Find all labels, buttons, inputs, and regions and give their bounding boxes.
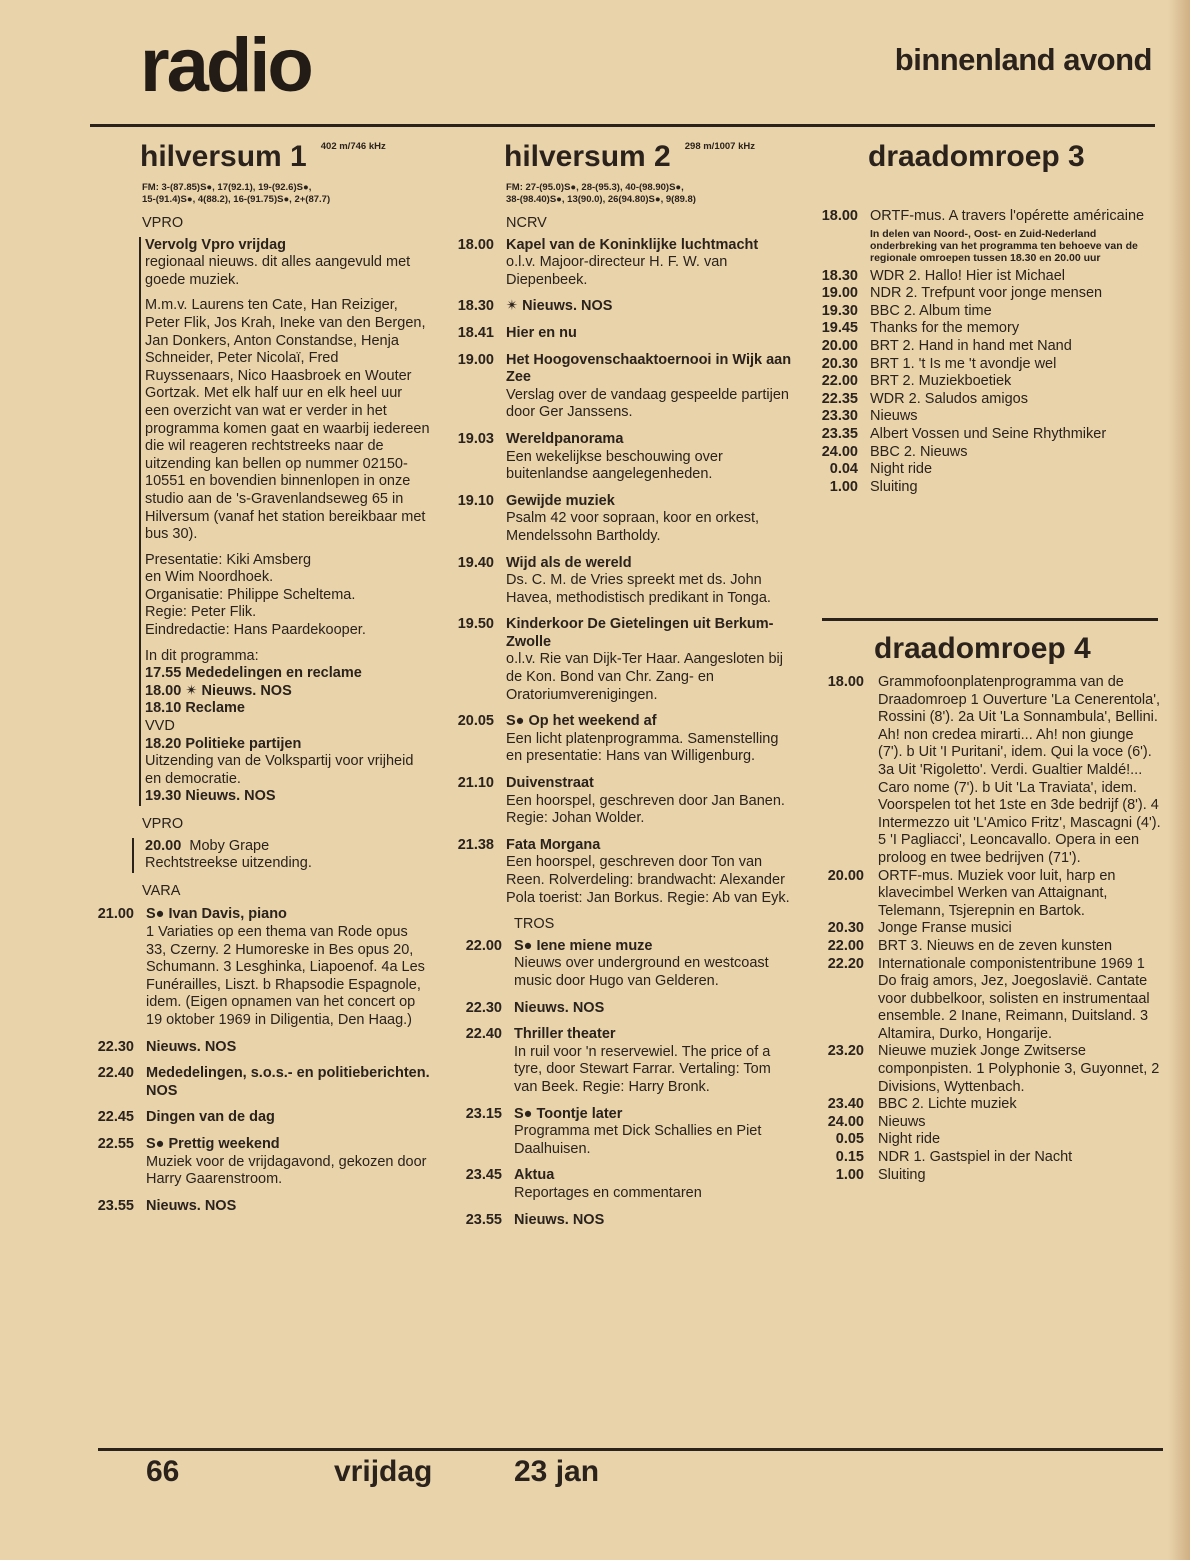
entry-time: 1.00: [835, 1166, 864, 1183]
entry-body: [878, 920, 1162, 938]
schedule-entry: [822, 938, 1162, 956]
regional-note: In delen van Noord-, Oost- en Zuid-Nederland onderbreking van het programma ten behoeve van de regionale omroepen tussen 18.30 en 20.00 uur: [870, 227, 1138, 264]
entry-text: Nieuws: [870, 408, 918, 425]
entry-body: [878, 868, 1162, 921]
page-number: 66: [146, 1455, 180, 1488]
broadcaster-label: VARA: [142, 882, 181, 899]
entry-time: 22.55: [97, 1135, 134, 1152]
schedule-entry: [454, 555, 794, 608]
schedule-entry: [96, 1136, 430, 1189]
schedule-entry: [816, 479, 1160, 497]
schedule-entry: [454, 837, 794, 907]
schedule-entry: [454, 713, 794, 766]
contents-item: 18.20 Politieke partijen: [145, 735, 302, 752]
masthead: radio: [140, 23, 311, 108]
footer-date: 23 jan: [514, 1455, 600, 1488]
station-heading: [504, 140, 794, 174]
schedule-entry: [822, 1043, 1162, 1096]
entry-time: 22.40: [465, 1026, 502, 1043]
entry-time: 22.30: [97, 1038, 134, 1055]
entry-body: [878, 1114, 1162, 1132]
credit-line: Organisatie: Philippe Scheltema.: [145, 586, 356, 603]
column-draadomroep-4: [822, 632, 1162, 1184]
schedule-entry: [96, 1065, 430, 1100]
entry-body: [506, 325, 794, 343]
top-rule: [90, 124, 1155, 127]
station-heading: [874, 632, 1162, 666]
entry-description: 1 Variaties op een thema van Rode opus 33, Czerny. 2 Humoreske in Bes opus 20, Schumann. 3 Lesghinka, Liapoenof. 4a Les Funérailles, Liszt. b Rhapsodie Espagnole, idem. (Eigen opnamen van het concert op 19 oktober 1969 in Diligentia, Den Haag.): [146, 923, 425, 1028]
station-heading: [140, 140, 430, 174]
broadcaster-label: VPRO: [142, 215, 184, 231]
entry-time: 21.00: [97, 906, 134, 923]
column-hilversum-1: [96, 140, 430, 1224]
entry-time: 19.50: [457, 616, 494, 633]
credits: [145, 552, 430, 640]
entry-title: S● Toontje later: [514, 1105, 623, 1122]
schedule-entry: [454, 325, 794, 343]
station-heading: [868, 140, 1160, 174]
entry-text: BBC 2. Nieuws: [870, 443, 968, 460]
schedule-entry: [816, 426, 1160, 444]
entry-text: Internationale componistentribune 1969 1 Do fraig amors, Jez, Joegoslavië. Cantate voor dubbelkoor, solisten en instrumentaal ensemble. 2 Inane, Reimann, Duitsland. 3 Altamira, Durko, Hongarije.: [878, 955, 1150, 1042]
entry-body: [506, 493, 794, 546]
entry-text: BRT 2. Muziekboetiek: [870, 373, 1012, 390]
credit-line: Eindredactie: Hans Paardekooper.: [145, 622, 366, 639]
schedule-entry: [816, 391, 1160, 409]
entry-title: Kapel van de Koninklijke luchtmacht: [506, 236, 759, 253]
schedule-entry: [822, 1149, 1162, 1167]
entry-description: o.l.v. Rie van Dijk-Ter Haar. Aangesloten bij de Kon. Bond van Chr. Zang- en Oratoriumverenigingen.: [506, 651, 783, 703]
entry-text: Sluiting: [870, 478, 918, 495]
entry-body: [870, 356, 1160, 374]
entry-title: Wijd als de wereld: [506, 554, 632, 571]
schedule-entry: [816, 208, 1160, 264]
entry-body: [146, 906, 430, 1029]
schedule-list: [454, 237, 794, 908]
fm-line: FM: 27-(95.0)S●, 28-(95.3), 40-(98.90)S●,: [506, 182, 684, 193]
entry-time: 18.41: [457, 324, 494, 341]
schedule-list: [96, 906, 430, 1215]
contents-label: In dit programma:: [145, 647, 259, 664]
entry-body: [878, 1149, 1162, 1167]
entry-time: 18.30: [821, 267, 858, 284]
program-intro: regionaal nieuws. dit alles aangevuld met goede muziek.: [145, 254, 411, 288]
schedule-entry: [96, 1109, 430, 1127]
entry-time: 24.00: [821, 443, 858, 460]
credit-line: en Wim Noordhoek.: [145, 569, 274, 586]
entry-title: Aktua: [514, 1167, 555, 1184]
schedule-entry: [816, 285, 1160, 303]
entry-body: [878, 938, 1162, 956]
entry-text: Night ride: [870, 461, 933, 478]
entry-description: Een hoorspel, geschreven door Jan Banen. Regie: Johan Wolder.: [506, 792, 785, 827]
entry-body: [514, 1026, 794, 1096]
vpro-block: [139, 237, 430, 806]
schedule-entry: [96, 906, 430, 1029]
news-star-icon: ✴: [185, 682, 198, 699]
entry-time: 1.00: [829, 478, 858, 495]
schedule-entry: [454, 431, 794, 484]
entry-time: 19.00: [457, 351, 494, 368]
page-edge-shadow: [1168, 0, 1190, 1560]
entry-title: Nieuws. NOS: [514, 999, 605, 1016]
entry-title: Wereldpanorama: [506, 430, 624, 447]
entry-time: 24.00: [827, 1113, 864, 1130]
schedule-entry: [454, 1167, 794, 1202]
entry-title: ✴ Nieuws. NOS: [506, 298, 613, 315]
station-frequency: 298 m/1007 kHz: [684, 141, 755, 152]
fm-line: FM: 3-(87.85)S●, 17(92.1), 19-(92.6)S●,: [142, 182, 312, 193]
schedule-entry: [822, 868, 1162, 921]
entry-body: [146, 1109, 430, 1127]
contents-item: 18.00 ✴ Nieuws. NOS: [145, 682, 292, 699]
entry-text: ORTF-mus. A travers l'opérette américaine: [870, 208, 1145, 224]
schedule-entry: [454, 1106, 794, 1159]
entry-body: [878, 1043, 1162, 1096]
entry-body: [514, 1106, 794, 1159]
entry-body: [514, 938, 794, 991]
schedule-entry: [96, 1198, 430, 1216]
draadomroep-4-rule: [822, 618, 1158, 621]
entry-body: [870, 373, 1160, 391]
schedule-entry: [454, 298, 794, 316]
entry-time: 22.45: [97, 1109, 134, 1126]
entry-text: BBC 2. Lichte muziek: [878, 1096, 1017, 1113]
schedule-entry: [822, 956, 1162, 1044]
entry-text: NDR 1. Gastspiel in der Nacht: [878, 1149, 1073, 1166]
entry-body: [870, 320, 1160, 338]
entry-time: 19.45: [821, 320, 858, 337]
entry-time: 19.03: [457, 430, 494, 447]
credit-line: Presentatie: Kiki Amsberg: [145, 551, 312, 568]
entry-time: 23.55: [465, 1211, 502, 1228]
entry-text: WDR 2. Hallo! Hier ist Michael: [870, 267, 1065, 284]
moby-block: 20.00 Moby Grape Rechtstreekse uitzending.: [132, 838, 430, 873]
entry-body: [506, 837, 794, 907]
station-name: hilversum 1: [140, 140, 307, 173]
entry-description: Ds. C. M. de Vries spreekt met ds. John Havea, methodistisch predikant in Tonga.: [506, 572, 771, 606]
entry-body: [506, 237, 794, 290]
entry-time: 23.45: [465, 1167, 502, 1184]
entry-text: BRT 3. Nieuws en de zeven kunsten: [878, 937, 1113, 954]
column-hilversum-2: [454, 140, 794, 1238]
entry-time: 22.00: [465, 937, 502, 954]
bottom-rule: [98, 1448, 1163, 1451]
entry-description: Een hoorspel, geschreven door Ton van Reen. Rolverdeling: brandwacht: Alexander Pola toerist: Jan Borkus. Regie: Ab van Eyk.: [506, 854, 790, 906]
entry-text: BBC 2. Album time: [870, 302, 992, 319]
entry-title: Fata Morgana: [506, 836, 601, 853]
entry-time: 0.05: [835, 1131, 864, 1148]
entry-text: WDR 2. Saludos amigos: [870, 390, 1028, 407]
entry-text: Nieuws: [878, 1113, 926, 1130]
entry-body: [506, 352, 794, 422]
entry-time: 20.00: [827, 867, 864, 884]
entry-body: [506, 713, 794, 766]
entry-body: [506, 298, 794, 316]
entry-time: 20.05: [457, 713, 494, 730]
schedule-list: [454, 938, 794, 1229]
schedule-entry: [816, 268, 1160, 286]
entry-description: o.l.v. Majoor-directeur H. F. W. van Diepenbeek.: [506, 254, 728, 288]
entry-body: [870, 444, 1160, 462]
schedule-entry: [454, 1026, 794, 1096]
schedule-entry: [816, 373, 1160, 391]
station-name: hilversum 2: [504, 140, 671, 173]
schedule-entry: [822, 674, 1162, 868]
entry-body: [878, 956, 1162, 1044]
entry-body: [506, 775, 794, 828]
entry-time: 18.00: [827, 674, 864, 690]
entry-body: [870, 338, 1160, 356]
entry-body: [514, 1000, 794, 1018]
entry-body: [514, 1212, 794, 1230]
entry-text: ORTF-mus. Muziek voor luit, harp en klavecimbel Werken van Attaignant, Telemann, Tsjerepnin en Bartok.: [878, 867, 1116, 919]
credit-line: Regie: Peter Flik.: [145, 604, 257, 621]
entry-time: 22.35: [821, 390, 858, 407]
entry-title: Duivenstraat: [506, 775, 594, 792]
entry-title: Het Hoogovenschaaktoernooi in Wijk aan Zee: [506, 351, 792, 386]
program-title: Vervolg Vpro vrijdag: [145, 236, 287, 253]
entry-title: S● Prettig weekend: [146, 1135, 280, 1152]
entry-description: Een licht platenprogramma. Samenstelling en presentatie: Hans van Willigenburg.: [506, 730, 779, 765]
schedule-list: [816, 268, 1160, 497]
schedule-entry: [816, 444, 1160, 462]
schedule-entry: [816, 408, 1160, 426]
contents-item: 19.30 Nieuws. NOS: [145, 788, 276, 805]
column-draadomroep-3: [816, 140, 1160, 496]
contents-item: Uitzending van de Volkspartij voor vrijheid en democratie.: [145, 753, 414, 787]
entry-title: Hier en nu: [506, 324, 577, 341]
entry-body: [146, 1039, 430, 1057]
schedule-entry: [454, 237, 794, 290]
fm-frequencies: [506, 182, 794, 205]
entry-body: [514, 1167, 794, 1202]
schedule-entry: [822, 920, 1162, 938]
broadcaster-label: VPRO: [142, 816, 184, 832]
entry-title: Kinderkoor De Gietelingen uit Berkum-Zwolle: [506, 616, 774, 650]
entry-time: 21.10: [457, 775, 494, 792]
entry-body: [870, 285, 1160, 303]
entry-time: 20.30: [827, 920, 864, 937]
entry-text: Thanks for the memory: [870, 320, 1020, 337]
entry-body: [506, 616, 794, 704]
entry-time: 0.15: [835, 1149, 864, 1166]
entry-time: 20.00: [821, 337, 858, 354]
entry-title: Dingen van de dag: [146, 1109, 275, 1126]
entry-time: 20.30: [821, 355, 858, 372]
entry-time: 23.30: [821, 408, 858, 425]
entry-body: [878, 1167, 1162, 1185]
entry-description: Muziek voor de vrijdagavond, gekozen door Harry Gaarenstroom.: [146, 1153, 427, 1188]
entry-description: Verslag over de vandaag gespeelde partijen door Ger Janssens.: [506, 386, 789, 421]
entry-time: 22.30: [465, 999, 502, 1016]
entry-time: 23.40: [827, 1096, 864, 1113]
entry-text: Albert Vossen und Seine Rhythmiker: [870, 425, 1107, 442]
entry-body: [146, 1136, 430, 1189]
entry-time: 18.00: [457, 236, 494, 253]
entry-description: Nieuws over underground en westcoast music door Hugo van Gelderen.: [514, 955, 769, 989]
entry-body: [506, 431, 794, 484]
entry-time: 18.30: [457, 298, 494, 315]
station-name: draadomroep 3: [868, 140, 1085, 173]
entry-time: 18.00: [821, 208, 858, 224]
schedule-entry: [822, 1131, 1162, 1149]
schedule-entry: [454, 493, 794, 546]
entry-description: Programma met Dick Schallies en Piet Daalhuisen.: [514, 1123, 762, 1157]
entry-text: Nieuwe muziek Jonge Zwitserse componpisten. 1 Polyphonie 3, Guyonnet, 2 Divisions, Wyttenbach.: [878, 1043, 1160, 1095]
schedule-entry: [454, 775, 794, 828]
schedule-entry: [822, 1096, 1162, 1114]
entry-body: [870, 268, 1160, 286]
entry-body: [146, 1065, 430, 1100]
schedule-entry: [816, 356, 1160, 374]
entry-time: 0.04: [829, 461, 858, 478]
entry-body: [870, 461, 1160, 479]
entry-text: BRT 1. 't Is me 't avondje wel: [870, 355, 1057, 372]
entry-title: Gewijde muziek: [506, 492, 615, 509]
entry-time: 19.40: [457, 554, 494, 571]
schedule-entry: [454, 352, 794, 422]
entry-body: [870, 303, 1160, 321]
schedule-entry: [816, 338, 1160, 356]
fm-frequencies: [142, 182, 430, 205]
schedule-entry: [454, 938, 794, 991]
entry-time: 19.10: [457, 492, 494, 509]
entry-title: Nieuws. NOS: [146, 1038, 237, 1055]
schedule-list: [822, 674, 1162, 1184]
station-name: draadomroep 4: [874, 632, 1091, 665]
schedule-entry: [454, 616, 794, 704]
entry-text: NDR 2. Trefpunt voor jonge mensen: [870, 285, 1103, 302]
broadcaster-label: NCRV: [506, 215, 547, 231]
schedule-entry: [822, 1167, 1162, 1185]
broadcaster-label: TROS: [514, 916, 555, 933]
entry-description: Een wekelijkse beschouwing over buitenlandse aangelegenheden.: [506, 448, 723, 483]
contents-item: 18.10 Reclame: [145, 700, 245, 717]
contents-item: VVD: [145, 718, 175, 735]
entry-title: S● Ivan Davis, piano: [146, 906, 287, 923]
entry-time: 19.00: [821, 285, 858, 302]
entry-text: Grammofoonplatenprogramma van de Draadomroep 1 Ouverture 'La Cenerentola', Rossini (8'). 2a Uit 'La Sonnambula', Bellini. Ah! non credea mirarti... Ah! non giunge (7'). b Uit 'I Puritani', idem. Qui la voce (6'). 3a Uit 'Rigoletto'. Verdi. Gualtier Maldé!... Caro nome (7'). b Uit 'La Traviata', idem. Voorspelen tot het 1ste en 3de bedrijf (8'). 4 Intermezzo uit 'L'Amico Fritz', Mascagni (4'). 5 'I Pagliacci', Leoncavallo. Opera in een proloog en twee bedrijven (71').: [878, 674, 1161, 866]
footer-day: vrijdag: [334, 1455, 433, 1488]
entry-title: Nieuws. NOS: [146, 1197, 237, 1214]
entry-text: Night ride: [878, 1131, 941, 1148]
schedule-entry: [454, 1212, 794, 1230]
entry-time: 22.00: [821, 373, 858, 390]
entry-body: [146, 1198, 430, 1216]
entry-time: 19.30: [821, 302, 858, 319]
program-contents: [145, 648, 430, 806]
entry-title: Mededelingen, s.o.s.- en politieberichten. NOS: [146, 1065, 430, 1099]
program-description: M.m.v. Laurens ten Cate, Han Reiziger, Peter Flik, Jos Krah, Ineke van den Bergen, Jan Donkers, Anton Constandse, Henja Schneider, Peter Nicolaï, Fred Ruyssenaars, Nico Haasbroek en Wouter Gortzak. Met elk half uur en elk heel uur een overzicht van wat er verder in het programma komen gaat en waarbij iedereen die wil reageren rechtstreeks naar de uitzending kan bellen op nummer 02150-10551 en bovendien binnenlopen in onze studio aan de 's-Gravenlandseweg 65 in Hilversum (vanaf het station bereikbaar met bus 30).: [145, 297, 430, 543]
entry-body: [878, 1131, 1162, 1149]
entry-description: In ruil voor 'n reservewiel. The price of a tyre, door Stewart Farrar. Vertaling: Tom van Beek. Regie: Harry Bronk.: [514, 1043, 771, 1095]
entry-text: Jonge Franse musici: [878, 920, 1012, 937]
entry-title: S● Op het weekend af: [506, 713, 657, 730]
entry-body: [878, 1096, 1162, 1114]
entry-time: 21.38: [457, 836, 494, 853]
entry-body: [870, 479, 1160, 497]
schedule-entry: [96, 1039, 430, 1057]
entry-body: [870, 426, 1160, 444]
program-title: Moby Grape: [189, 837, 270, 854]
station-frequency: 402 m/746 kHz: [320, 141, 386, 152]
entry-text: Sluiting: [878, 1166, 926, 1183]
fm-line: 38-(98.40)S●, 13(90.0), 26(94.80)S●, 9(89.8): [506, 193, 696, 205]
entry-body: [878, 674, 1162, 868]
entry-title: Thriller theater: [514, 1026, 616, 1043]
entry-body: [870, 391, 1160, 409]
entry-time: 22.20: [827, 955, 864, 972]
schedule-entry: [816, 303, 1160, 321]
entry-time: 23.20: [827, 1043, 864, 1060]
entry-time: 23.55: [97, 1197, 134, 1214]
program-description: Rechtstreekse uitzending.: [145, 855, 312, 872]
schedule-entry: [454, 1000, 794, 1018]
entry-body: [870, 408, 1160, 426]
section-title: binnenland avond: [894, 42, 1152, 77]
entry-body: [506, 555, 794, 608]
entry-time: 22.00: [827, 937, 864, 954]
entry-title: S● Iene miene muze: [514, 937, 653, 954]
schedule-entry: [816, 320, 1160, 338]
schedule-entry: [816, 461, 1160, 479]
fm-line: 15-(91.4)S●, 4(88.2), 16-(91.75)S●, 2+(87.7): [142, 193, 331, 205]
entry-time: 23.35: [821, 425, 858, 442]
contents-item: 17.55 Mededelingen en reclame: [145, 665, 362, 682]
entry-time: 22.40: [97, 1065, 134, 1082]
entry-description: Reportages en commentaren: [514, 1184, 702, 1201]
entry-text: BRT 2. Hand in hand met Nand: [870, 337, 1072, 354]
entry-title: Nieuws. NOS: [514, 1211, 605, 1228]
entry-description: Psalm 42 voor sopraan, koor en orkest, Mendelssohn Bartholdy.: [506, 510, 760, 544]
schedule-entry: [822, 1114, 1162, 1132]
entry-time: 23.15: [465, 1105, 502, 1122]
